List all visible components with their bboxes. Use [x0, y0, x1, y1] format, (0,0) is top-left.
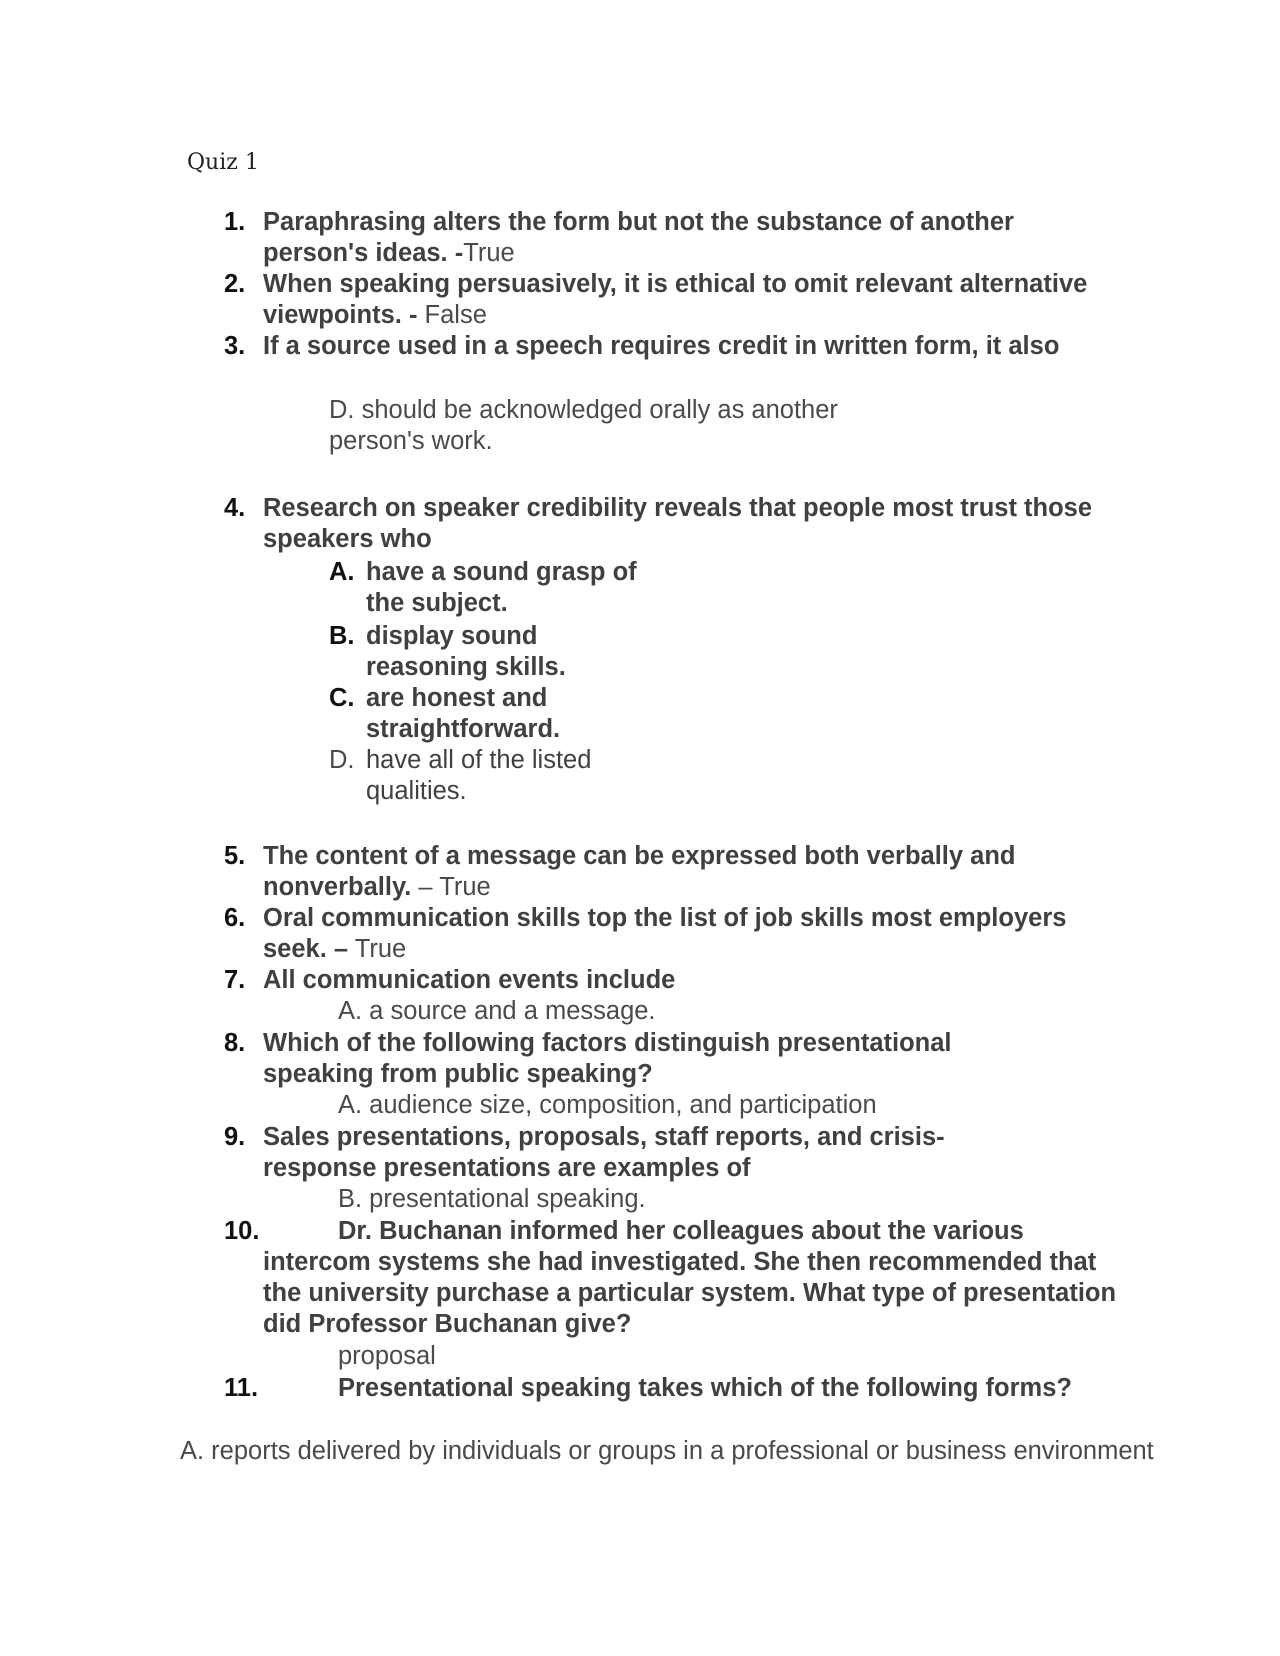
question-4 [224, 493, 1104, 555]
question-answer: A. audience size, composition, and participation [338, 1091, 877, 1119]
option-text: are honest and straightforward. [366, 684, 561, 743]
question-5 [224, 841, 1104, 903]
question-answer: A. a source and a message. [338, 997, 656, 1025]
option-letter: A. [329, 558, 355, 586]
page-title: Quiz 1 [187, 150, 259, 175]
question-6 [224, 903, 1104, 965]
question-text: Which of the following factors distinguish presentational speaking from public speaking? [263, 1029, 952, 1088]
question-number: 5. [224, 842, 246, 870]
question-number: 8. [224, 1029, 246, 1057]
option-a [329, 557, 669, 619]
question-10 [224, 1216, 1117, 1340]
option-text: display sound reasoning skills. [366, 622, 566, 681]
question-2 [224, 269, 1104, 331]
question-answer: False [417, 301, 487, 329]
question-number: 2. [224, 270, 246, 298]
question-3 [224, 331, 1104, 362]
question-text: Sales presentations, proposals, staff reports, and crisis-response presentations are examples of [263, 1123, 945, 1182]
question-11 [224, 1373, 1104, 1404]
option-text: have all of the listed qualities. [366, 746, 592, 805]
question-number: 4. [224, 494, 246, 522]
question-answer: A. reports delivered by individuals or groups in a professional or business environment [180, 1437, 1154, 1465]
question-answer: D. should be acknowledged orally as another person's work. [329, 396, 838, 455]
question-9 [224, 1122, 1104, 1184]
question-answer: B. presentational speaking. [338, 1185, 646, 1213]
question-text: Oral communication skills top the list of job skills most employers seek. – [263, 904, 1067, 963]
question-text: Paraphrasing alters the form but not the substance of another person's ideas. - [263, 208, 1014, 267]
question-text: All communication events include [263, 966, 676, 994]
question-number: 3. [224, 332, 246, 360]
question-number: 1. [224, 208, 246, 236]
question-text: Presentational speaking takes which of the following forms? [338, 1374, 1072, 1402]
question-number: 9. [224, 1123, 246, 1151]
question-8 [224, 1028, 1104, 1090]
question-answer: True [348, 935, 407, 963]
question-number: 10. [224, 1217, 260, 1245]
question-answer: proposal [338, 1342, 436, 1370]
question-text: The content of a message can be expressed both verbally and nonverbally. [263, 842, 1016, 901]
option-letter: C. [329, 684, 355, 712]
option-d [329, 745, 669, 807]
option-letter: B. [329, 622, 355, 650]
question-7 [224, 965, 1104, 996]
question-1 [224, 207, 1104, 269]
question-answer: True [463, 239, 515, 267]
option-letter: D. [329, 746, 355, 774]
option-text: have a sound grasp of the subject. [366, 558, 637, 617]
question-number: 7. [224, 966, 246, 994]
option-b [329, 621, 669, 683]
question-text: If a source used in a speech requires credit in written form, it also [263, 332, 1060, 360]
question-number: 6. [224, 904, 246, 932]
question-number: 11. [224, 1374, 259, 1402]
question-text: Dr. Buchanan informed her colleagues about the various intercom systems she had investigated. She then recommended that the university purchase a particular system. What type of presentation did Professor Buchanan give? [263, 1217, 1117, 1338]
question-text: When speaking persuasively, it is ethical to omit relevant alternative viewpoints. - [263, 270, 1088, 329]
question-text: Research on speaker credibility reveals that people most trust those speakers who [263, 494, 1093, 553]
question-answer: – True [411, 873, 491, 901]
option-c [329, 683, 669, 745]
